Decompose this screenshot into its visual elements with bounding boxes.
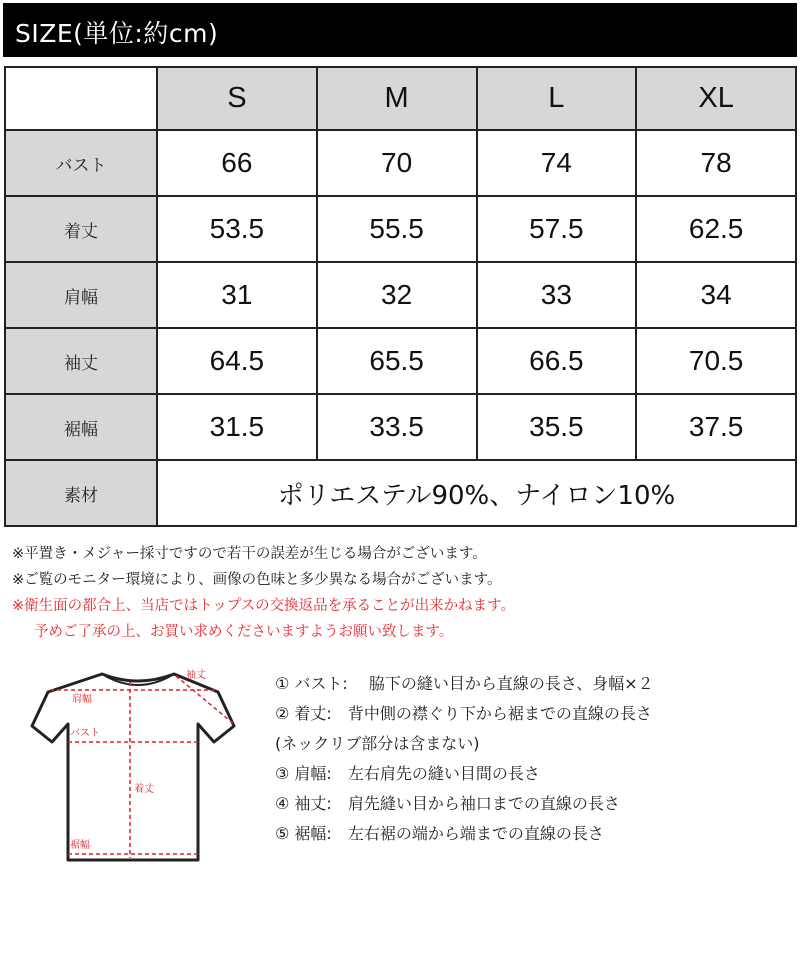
cell-length-l: 57.5	[477, 196, 637, 262]
cell-sleeve-s: 64.5	[157, 328, 317, 394]
table-row-shoulder	[5, 262, 796, 328]
tshirt-measurement-diagram	[20, 662, 260, 877]
cell-shoulder-xl: 34	[636, 262, 796, 328]
cell-shoulder-s: 31	[157, 262, 317, 328]
cell-length-xl: 62.5	[636, 196, 796, 262]
size-title-bar	[3, 3, 797, 57]
cell-hem-l: 35.5	[477, 394, 637, 460]
notes-section	[12, 541, 792, 645]
cell-length-s: 53.5	[157, 196, 317, 262]
row-label-sleeve: 袖丈	[5, 328, 157, 394]
tshirt-outline	[32, 674, 234, 860]
size-header-xl: XL	[636, 67, 796, 130]
definition-bust: ① バスト: 脇下の縫い目から直線の長さ、身幅×２	[275, 674, 654, 693]
cell-sleeve-xl: 70.5	[636, 328, 796, 394]
cell-sleeve-m: 65.5	[317, 328, 477, 394]
corner-cell	[5, 67, 157, 130]
cell-bust-xl: 78	[636, 130, 796, 196]
size-table	[4, 66, 797, 527]
cell-bust-m: 70	[317, 130, 477, 196]
cell-hem-m: 33.5	[317, 394, 477, 460]
tshirt-diagram-svg	[20, 662, 260, 877]
sleeve-label: 袖丈	[186, 670, 206, 681]
size-title: SIZE(単位:約cm)	[15, 19, 219, 48]
material-value: ポリエステル90%、ナイロン10%	[157, 460, 796, 526]
definition-sleeve: ④ 袖丈: 肩先縫い目から袖口までの直線の長さ	[275, 794, 620, 813]
length-label: 着丈	[134, 784, 154, 795]
note-acknowledge: 予めご了承の上、お買い求めくださいますようお願い致します。	[34, 624, 454, 640]
table-row-material	[5, 460, 796, 526]
measurement-definitions	[275, 669, 795, 849]
row-label-material: 素材	[5, 460, 157, 526]
row-label-length: 着丈	[5, 196, 157, 262]
note-monitor-color: ※ご覧のモニター環境により、画像の色味と多少異なる場合がございます。	[12, 572, 502, 588]
row-label-shoulder: 肩幅	[5, 262, 157, 328]
definition-length: ② 着丈: 背中側の襟ぐり下から裾までの直線の長さ	[275, 704, 652, 723]
size-header-row	[5, 67, 796, 130]
definition-length-note: (ネックリブ部分は含まない)	[275, 734, 480, 753]
definition-hem: ⑤ 裾幅: 左右裾の端から端までの直線の長さ	[275, 824, 604, 843]
size-header-m: M	[317, 67, 477, 130]
note-no-returns: ※衛生面の都合上、当店ではトップスの交換返品を承ることが出来かねます。	[12, 598, 515, 614]
row-label-hem: 裾幅	[5, 394, 157, 460]
cell-bust-l: 74	[477, 130, 637, 196]
row-label-bust: バスト	[5, 130, 157, 196]
shoulder-label: 肩幅	[72, 694, 92, 705]
table-row-sleeve	[5, 328, 796, 394]
cell-sleeve-l: 66.5	[477, 328, 637, 394]
cell-hem-s: 31.5	[157, 394, 317, 460]
cell-length-m: 55.5	[317, 196, 477, 262]
definition-shoulder: ③ 肩幅: 左右肩先の縫い目間の長さ	[275, 764, 540, 783]
hem-label: 裾幅	[70, 840, 90, 851]
cell-hem-xl: 37.5	[636, 394, 796, 460]
cell-shoulder-l: 33	[477, 262, 637, 328]
table-row-length	[5, 196, 796, 262]
cell-bust-s: 66	[157, 130, 317, 196]
bust-label: バスト	[70, 728, 100, 739]
size-header-l: L	[477, 67, 637, 130]
cell-shoulder-m: 32	[317, 262, 477, 328]
table-row-bust	[5, 130, 796, 196]
table-row-hem	[5, 394, 796, 460]
note-measurement-error: ※平置き・メジャー採寸ですので若干の誤差が生じる場合がございます。	[12, 546, 487, 562]
size-header-s: S	[157, 67, 317, 130]
